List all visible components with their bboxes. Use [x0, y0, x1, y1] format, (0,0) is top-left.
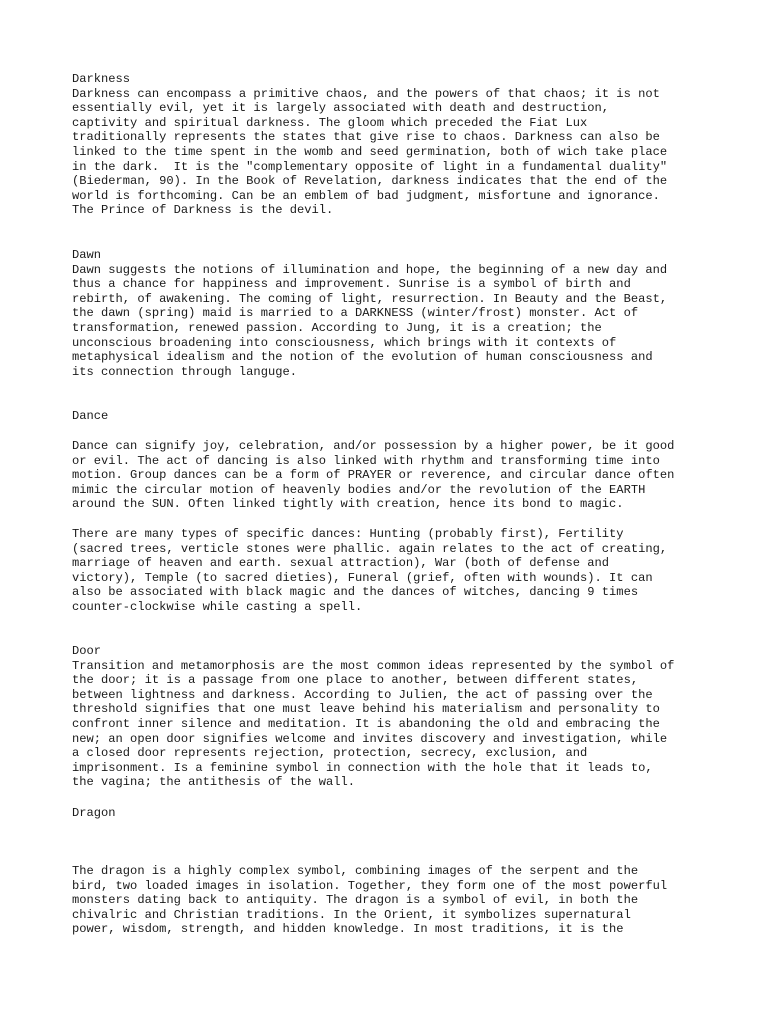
- door-heading: Door: [72, 644, 102, 658]
- dance-heading: Dance: [72, 409, 109, 423]
- document-page: [72, 72, 732, 937]
- darkness-heading: Darkness: [72, 72, 131, 86]
- dragon-body: The dragon is a highly complex symbol, combining images of the serpent and the bird, two loaded images in isolation. Together, they form one of the most powerful monsters dating back to antiquity. The dragon is a symbol of evil, in both the chivalric and Christian traditions. In the Orient, it symbolizes supernatural power, wisdom, strength, and hidden knowledge. In most traditions, it is the: [72, 864, 668, 937]
- darkness-body: Darkness can encompass a primitive chaos, and the powers of that chaos; it is not essentially evil, yet it is largely associated with death and destruction, captivity and spiritual darkness. The gloom which preceded the Fiat Lux traditionally represents the states that give rise to chaos. Darkness can also be linked to the time spent in the womb and seed germination, both of wich take place in the dark. It is the "complementary opposite of light in a fundamental duality" (Biederman, 90). In the Book of Revelation, darkness indicates that the end of the world is forthcoming. Can be an emblem of bad judgment, misfortune and ignorance. The Prince of Darkness is the devil.: [72, 86, 668, 218]
- dance-paragraph-1: Dance can signify joy, celebration, and/or possession by a higher power, be it good or evil. The act of dancing is also linked with rhythm and transforming time into motion. Group dances can be a form of PRAYER or reverence, and circular dance often mimic the circular motion of heavenly bodies and/or the revolution of the EARTH around the SUN. Often linked tightly with creation, hence its bond to magic.: [72, 439, 675, 512]
- dance-paragraph-2: There are many types of specific dances: Hunting (probably first), Fertility (sacred trees, verticle stones were phallic. again relates to the act of creating, marriage of heaven and earth. sexual attraction), War (both of defense and victory), Temple (to sacred dieties), Funeral (grief, often with wounds). It can also be associated with black magic and the dances of witches, dancing 9 times counter-clockwise while casting a spell.: [72, 527, 668, 614]
- dragon-heading: Dragon: [72, 806, 116, 820]
- dawn-heading: Dawn: [72, 248, 102, 262]
- door-body: Transition and metamorphosis are the most common ideas represented by the symbol of the door; it is a passage from one place to another, between different states, between lightness and darkness. According to Julien, the act of passing over the threshold signifies that one must leave behind his materialism and personality to confront inner silence and meditation. It is abandoning the old and embracing the new; an open door signifies welcome and invites discovery and investigation, while a closed door represents rejection, protection, secrecy, exclusion, and imprisonment. Is a feminine symbol in connection with the hole that it leads to, the vagina; the antithesis of the wall.: [72, 658, 675, 790]
- dawn-body: Dawn suggests the notions of illumination and hope, the beginning of a new day and thus a chance for happiness and improvement. Sunrise is a symbol of birth and rebirth, of awakening. The coming of light, resurrection. In Beauty and the Beast, the dawn (spring) maid is married to a DARKNESS (winter/frost) monster. Act of transformation, renewed passion. According to Jung, it is a creation; the unconscious broadening into consciousness, which brings with it contexts of metaphysical idealism and the notion of the evolution of human consciousness and its connection through languge.: [72, 262, 668, 379]
